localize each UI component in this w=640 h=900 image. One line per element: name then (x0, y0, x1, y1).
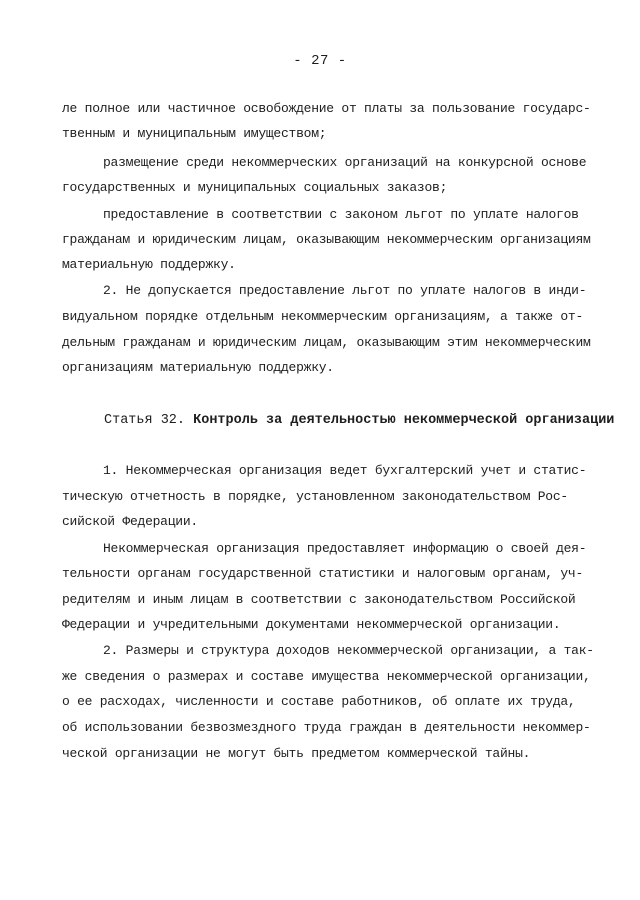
text-line: редителям и иным лицам в соответствии с законодательством Российской (62, 592, 576, 607)
text-line: ческой организации не могут быть предметом коммерческой тайны. (62, 746, 531, 761)
text-line: государственных и муниципальных социальных заказов; (62, 180, 448, 195)
text-line: предоставление в соответствии с законом льгот по уплате налогов (103, 207, 579, 222)
text-line: материальную поддержку. (62, 257, 236, 272)
text-line: сийской Федерации. (62, 514, 198, 529)
text-line: видуальном порядке отдельным некоммерческим организациям, а также от- (62, 309, 584, 324)
text-line: Федерации и учредительными документами некоммерческой организации. (62, 617, 561, 632)
text-line: организациям материальную поддержку. (62, 360, 334, 375)
text-line: об использовании безвозмездного труда граждан в деятельности некоммер- (62, 720, 591, 735)
text-line: размещение среди некоммерческих организаций на конкурсной основе (103, 155, 587, 170)
text-line: гражданам и юридическим лицам, оказывающим некоммерческим организациям (62, 232, 591, 247)
page-number: - 27 - (293, 53, 347, 69)
text-line: 1. Некоммерческая организация ведет бухгалтерский учет и статис- (103, 463, 587, 478)
text-line: 2. Не допускается предоставление льгот по уплате налогов в инди- (103, 283, 587, 298)
text-line: тельности органам государственной статистики и налоговым органам, уч- (62, 566, 584, 581)
article-heading (104, 413, 614, 428)
text-line: Некоммерческая организация предоставляет информацию о своей дея- (103, 541, 587, 556)
text-line: о ее расходах, численности и составе работников, об оплате их труда, (62, 694, 576, 709)
text-line: 2. Размеры и структура доходов некоммерческой организации, а так- (103, 643, 594, 658)
text-line: дельным гражданам и юридическим лицам, оказывающим этим некоммерческим (62, 335, 591, 350)
text-line: ле полное или частичное освобождение от платы за пользование государс- (62, 101, 591, 116)
text-line: тическую отчетность в порядке, установленном законодательством Рос- (62, 489, 568, 504)
article-title: Контроль за деятельностью некоммерческой организации (193, 413, 615, 428)
text-line: же сведения о размерах и составе имущества некоммерческой организации, (62, 669, 591, 684)
text-line: твенным и муниципальным имуществом; (62, 126, 327, 141)
article-label: Статья 32. (104, 413, 186, 428)
